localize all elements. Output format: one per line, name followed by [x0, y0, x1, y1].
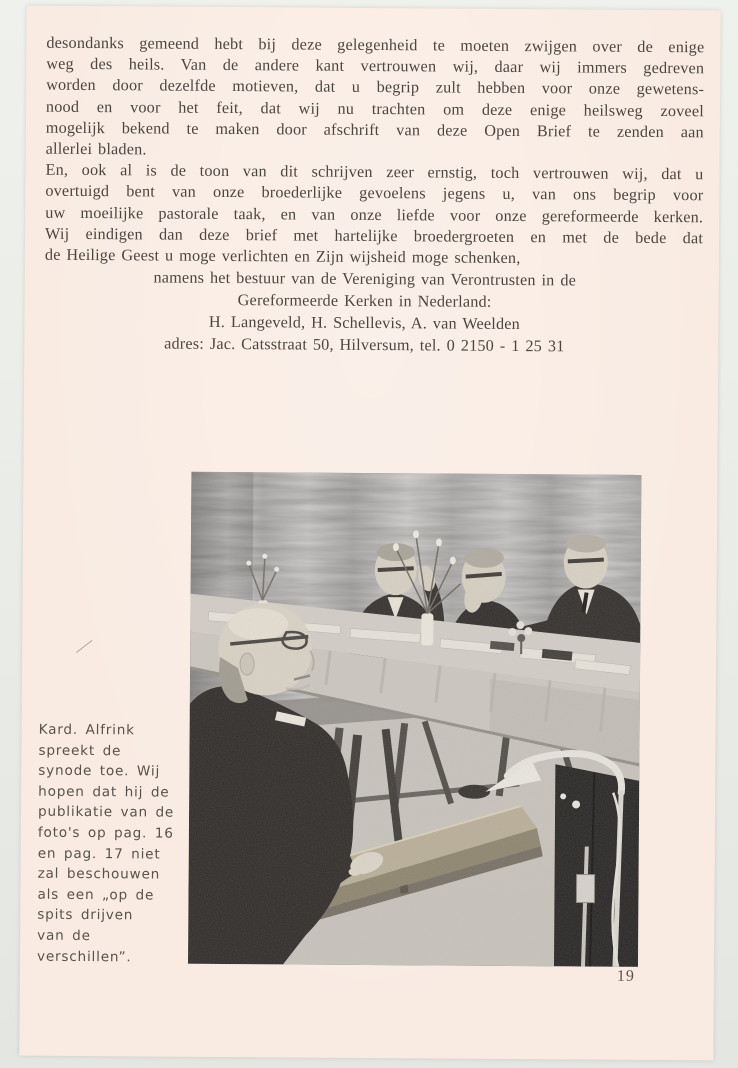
photo-grain: [188, 472, 641, 967]
body-text: [45, 33, 705, 271]
caption-line: spits drijven: [37, 907, 134, 924]
caption-line: spreekt de: [38, 742, 122, 759]
caption-line: en pag. 17 niet: [37, 845, 161, 863]
photo-caption: [37, 720, 199, 968]
signature-line: namens het bestuur van de Vereniging van Verontrusten in de: [153, 268, 577, 290]
page-number: 19: [616, 967, 635, 985]
pencil-mark-artifact: [76, 640, 92, 653]
caption-line: van de: [37, 927, 91, 944]
body-text-line: mogelijk bekend te maken door afschrift van deze Open Brief te zenden aan: [45, 118, 704, 142]
book-page: [19, 6, 720, 1061]
body-text-line: En, ook al is de toon van dit schrijven zeer ernstig, toch vertrouwen wij, dat u: [45, 160, 704, 184]
body-text-line: desondanks gemeend hebt bij deze gelegenheid te moeten zwijgen over de enige: [46, 33, 705, 57]
caption-line: synode toe. Wij: [38, 762, 161, 780]
signature-line: Gereformeerde Kerken in Nederland:: [237, 291, 492, 311]
body-text-line: uw moeilijke pastorale taak, en van onze liefde voor onze gereformeerde kerken.: [45, 203, 704, 226]
caption-line: publikatie van de: [37, 804, 175, 822]
body-text-line: allerlei bladen.: [45, 139, 147, 159]
synode-photo-illustration: [188, 472, 641, 967]
signature-block: [44, 266, 685, 358]
body-text-line: de Heilige Geest u moge verlichten en Zijn wijsheid moge schenken,: [44, 245, 521, 267]
signature-line: H. Langeveld, H. Schellevis, A. van Weelden: [208, 312, 521, 334]
caption-line: verschillen”.: [36, 948, 132, 965]
caption-line: foto's op pag. 16: [37, 824, 174, 842]
caption-line: hopen dat hij de: [38, 783, 170, 801]
caption-line: als een „op de: [37, 886, 155, 904]
body-text-line: weg des heils. Van de andere kant vertrouwen wij, daar wij immers gedreven: [46, 54, 705, 78]
caption-line: zal beschouwen: [37, 865, 161, 883]
signature-line: adres: Jac. Catsstraat 50, Hilversum, tel. 0 2150 - 1 25 31: [164, 334, 565, 356]
synode-photo: [188, 472, 641, 967]
body-text-line: nood en voor het feit, dat wij nu trachten om deze enige heilsweg zoveel: [45, 97, 705, 120]
body-text-line: Wij eindigen dan deze brief met hartelijke broedergroeten en met de bede dat: [45, 224, 704, 248]
body-text-line: worden door dezelfde motieven, dat u begrip zult hebben voor onze gewetens-: [46, 76, 705, 99]
body-text-line: overtuigd bent van onze broederlijke gevoelens jegens u, van ons begrip voor: [45, 182, 704, 205]
caption-line: Kard. Alfrink: [38, 721, 135, 739]
